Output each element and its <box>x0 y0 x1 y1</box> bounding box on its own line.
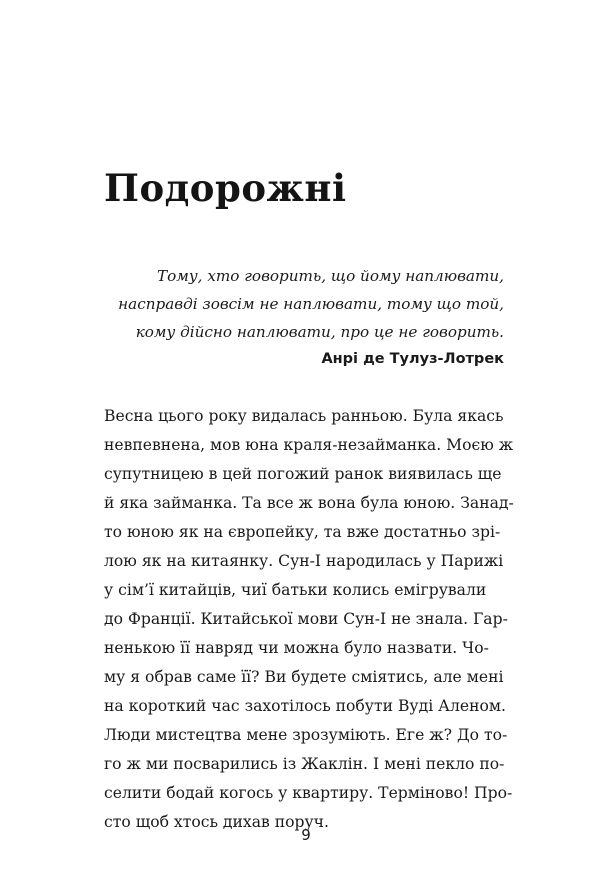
epigraph-line: насправді зовсім не наплювати, тому що той, <box>118 295 504 313</box>
body-line: то юною як на європейку, та вже достатньо зрі- <box>104 523 501 541</box>
body-line: Весна цього року видалась ранньою. Була якась <box>104 407 504 425</box>
body-line: го ж ми посварились із Жаклін. І мені пекло по- <box>104 755 505 773</box>
body-line: до Франції. Китайської мови Сун-І не знала. Гар- <box>104 610 508 628</box>
chapter-title: Подорожні <box>104 166 347 210</box>
body-line: супутницею в цей погожий ранок виявилась ще <box>104 465 502 483</box>
page-number: 9 <box>301 826 311 844</box>
body-line: ненькою її навряд чи можна було назвати. Чо- <box>104 639 489 657</box>
body-line: на короткий час захотілось побути Вуді Аленом. <box>104 697 506 715</box>
body-line: невпевнена, мов юна краля-незайманка. Моєю ж <box>104 436 514 454</box>
body-line: сто щоб хтось дихав поруч. <box>104 813 329 831</box>
body-line: Люди мистецтва мене зрозуміють. Еге ж? До то- <box>104 726 508 744</box>
body-line: у сім’ї китайців, чиї батьки колись емігрували <box>104 581 487 599</box>
epigraph-line: Тому, хто говорить, що йому наплювати, <box>156 267 504 285</box>
epigraph-author: Анрі де Тулуз-Лотрек <box>321 351 504 367</box>
body-line: й яка займанка. Та все ж вона була юною. Занад- <box>104 494 514 512</box>
body-line: селити бодай когось у квартиру. Терміново! Про- <box>104 784 513 802</box>
epigraph-line: кому дійсно наплювати, про це не говорить. <box>135 323 504 341</box>
body-line: му я обрав саме її? Ви будете сміятись, але мені <box>104 668 504 686</box>
body-line: лою як на китаянку. Сун-І народилась у Парижі <box>104 552 504 570</box>
body-text <box>104 402 514 837</box>
epigraph <box>84 262 504 372</box>
